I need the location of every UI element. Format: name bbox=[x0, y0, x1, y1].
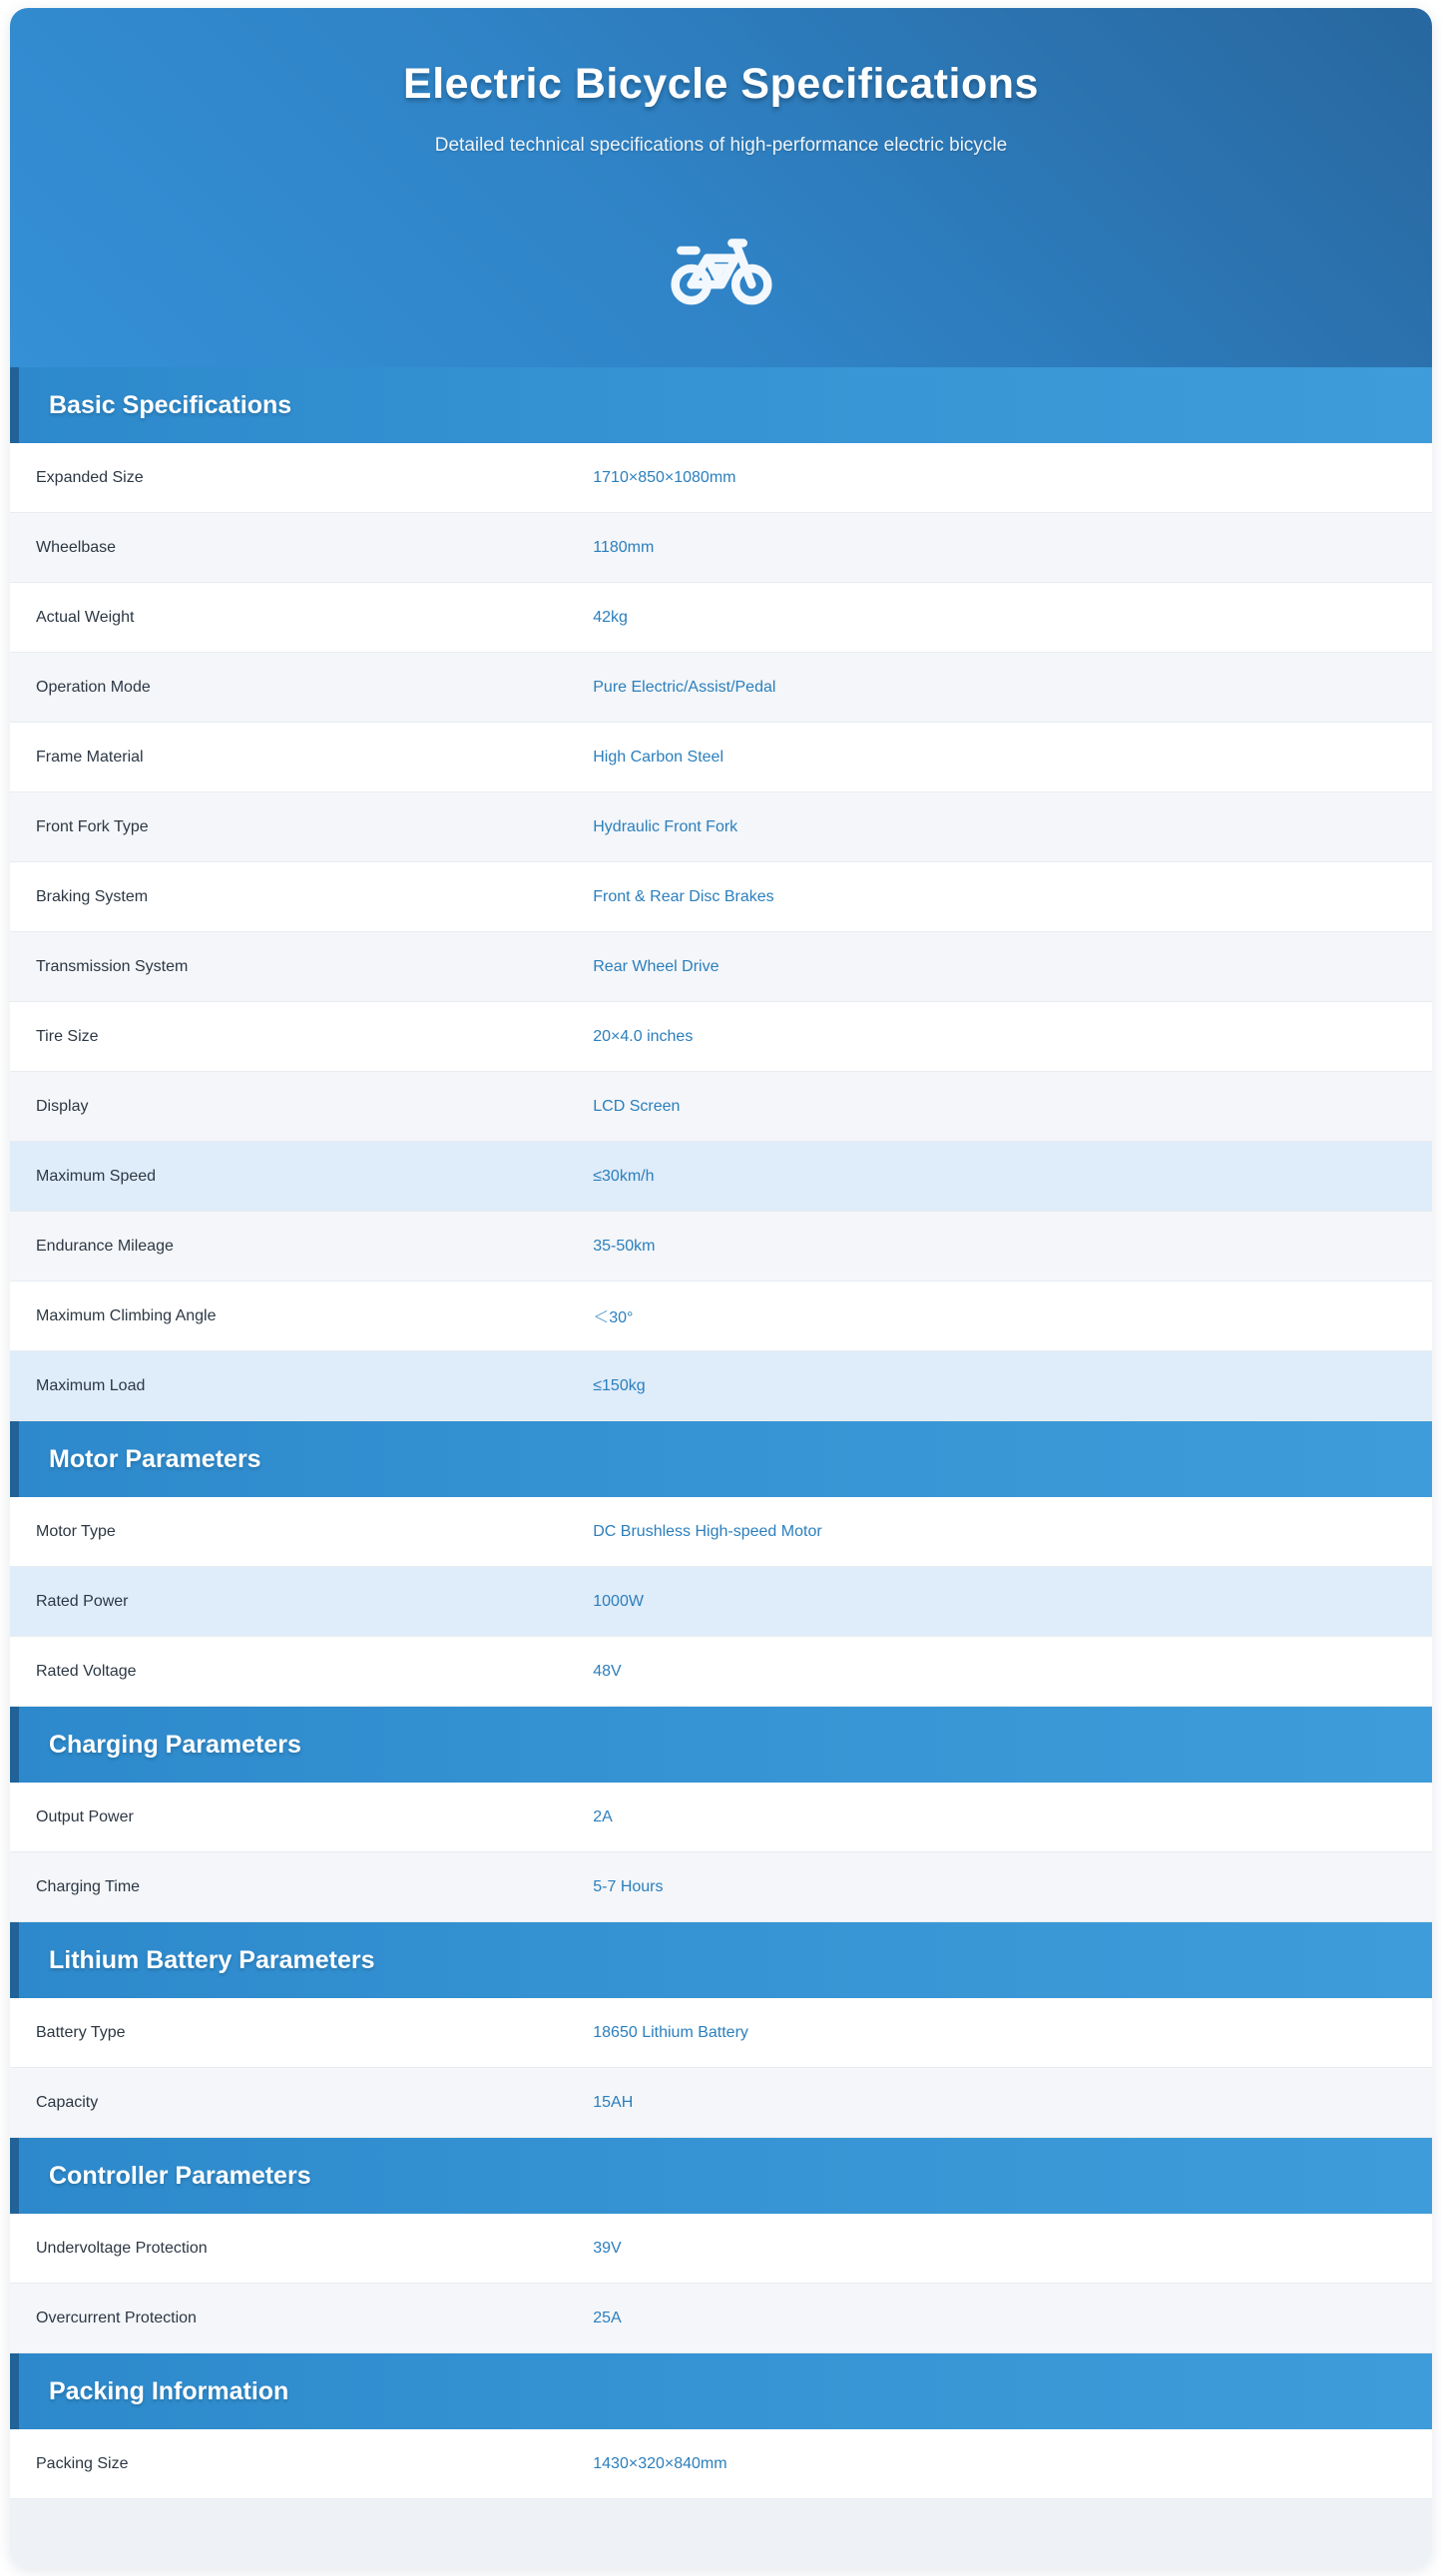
spec-value: Rear Wheel Drive bbox=[593, 957, 720, 975]
spec-row bbox=[10, 443, 1432, 513]
section-header-packing-information: Packing Information bbox=[10, 2353, 1432, 2429]
page-title: Electric Bicycle Specifications bbox=[403, 60, 1039, 108]
spec-label: Maximum Load bbox=[36, 1376, 146, 1394]
spec-label: Capacity bbox=[36, 2093, 99, 2111]
section-rows bbox=[10, 1998, 1432, 2138]
spec-label: Transmission System bbox=[36, 957, 189, 975]
spec-label: Expanded Size bbox=[36, 468, 144, 486]
spec-label: Rated Power bbox=[36, 1592, 129, 1610]
bicycle-icon bbox=[670, 230, 773, 307]
spec-label: Frame Material bbox=[36, 748, 144, 766]
spec-row bbox=[10, 1002, 1432, 1072]
spec-label: Display bbox=[36, 1097, 89, 1115]
spec-value: 1430×320×840mm bbox=[593, 2454, 727, 2472]
spec-value: Pure Electric/Assist/Pedal bbox=[593, 678, 776, 696]
section-header-motor-parameters: Motor Parameters bbox=[10, 1421, 1432, 1497]
spec-value: ≤30km/h bbox=[593, 1167, 655, 1185]
spec-row bbox=[10, 1282, 1432, 1351]
spec-label: Braking System bbox=[36, 887, 149, 905]
spec-row bbox=[10, 932, 1432, 1002]
spec-section bbox=[10, 367, 1432, 1421]
spec-label: Motor Type bbox=[36, 1522, 116, 1540]
section-header-basic-specifications: Basic Specifications bbox=[10, 367, 1432, 443]
spec-row bbox=[10, 862, 1432, 932]
spec-section bbox=[10, 1922, 1432, 2138]
spec-value: 18650 Lithium Battery bbox=[593, 2023, 748, 2041]
hero-icon-wrap bbox=[10, 230, 1432, 312]
spec-value: ＜30° bbox=[593, 1309, 634, 1326]
spec-row bbox=[10, 1212, 1432, 1282]
spec-value: Hydraulic Front Fork bbox=[593, 817, 738, 835]
section-rows bbox=[10, 1783, 1432, 1922]
spec-sheet-card bbox=[10, 8, 1432, 2568]
spec-section bbox=[10, 1421, 1432, 1707]
spec-label: Tire Size bbox=[36, 1027, 99, 1045]
spec-section bbox=[10, 2353, 1432, 2499]
spec-table bbox=[10, 367, 1432, 2499]
spec-row bbox=[10, 2068, 1432, 2138]
spec-value: 5-7 Hours bbox=[593, 1877, 664, 1895]
spec-value: High Carbon Steel bbox=[593, 748, 723, 766]
spec-label: Overcurrent Protection bbox=[36, 2309, 197, 2326]
spec-row bbox=[10, 1351, 1432, 1421]
spec-row bbox=[10, 2429, 1432, 2499]
spec-row bbox=[10, 2284, 1432, 2353]
spec-row bbox=[10, 1998, 1432, 2068]
spec-row bbox=[10, 1567, 1432, 1637]
spec-label: Rated Voltage bbox=[36, 1662, 137, 1680]
section-rows bbox=[10, 443, 1432, 1421]
spec-label: Front Fork Type bbox=[36, 817, 149, 835]
spec-row bbox=[10, 1637, 1432, 1707]
page-subtitle: Detailed technical specifications of high-performance electric bicycle bbox=[434, 135, 1008, 156]
spec-label: Charging Time bbox=[36, 1877, 141, 1895]
spec-label: Wheelbase bbox=[36, 538, 117, 556]
spec-value: 42kg bbox=[593, 608, 628, 626]
spec-label: Maximum Speed bbox=[36, 1167, 157, 1185]
spec-row bbox=[10, 792, 1432, 862]
spec-label: Output Power bbox=[36, 1807, 134, 1825]
spec-section bbox=[10, 1707, 1432, 1922]
spec-label: Endurance Mileage bbox=[36, 1237, 174, 1255]
footer-strip bbox=[10, 2499, 1432, 2568]
hero-banner bbox=[10, 8, 1432, 367]
spec-row bbox=[10, 1497, 1432, 1567]
spec-row bbox=[10, 1072, 1432, 1142]
spec-value: 48V bbox=[593, 1662, 622, 1680]
spec-value: 1180mm bbox=[593, 538, 655, 556]
section-header-charging-parameters: Charging Parameters bbox=[10, 1707, 1432, 1783]
spec-row bbox=[10, 653, 1432, 723]
spec-row bbox=[10, 513, 1432, 583]
spec-value: 2A bbox=[593, 1807, 613, 1825]
spec-value: 39V bbox=[593, 2239, 622, 2257]
spec-row bbox=[10, 1142, 1432, 1212]
spec-row bbox=[10, 1783, 1432, 1852]
spec-row bbox=[10, 1852, 1432, 1922]
section-header-controller-parameters: Controller Parameters bbox=[10, 2138, 1432, 2214]
section-rows bbox=[10, 2429, 1432, 2499]
section-rows bbox=[10, 2214, 1432, 2353]
spec-value: 35-50km bbox=[593, 1237, 656, 1255]
spec-row bbox=[10, 723, 1432, 792]
spec-label: Operation Mode bbox=[36, 678, 151, 696]
spec-value: 25A bbox=[593, 2309, 622, 2326]
spec-label: Undervoltage Protection bbox=[36, 2239, 208, 2257]
spec-value: DC Brushless High-speed Motor bbox=[593, 1522, 822, 1540]
section-header-lithium-battery-parameters: Lithium Battery Parameters bbox=[10, 1922, 1432, 1998]
spec-label: Packing Size bbox=[36, 2454, 129, 2472]
spec-label: Actual Weight bbox=[36, 608, 135, 626]
spec-section bbox=[10, 2138, 1432, 2353]
spec-value: Front & Rear Disc Brakes bbox=[593, 887, 774, 905]
section-rows bbox=[10, 1497, 1432, 1707]
spec-row bbox=[10, 2214, 1432, 2284]
spec-label: Maximum Climbing Angle bbox=[36, 1306, 217, 1324]
spec-value: 15AH bbox=[593, 2093, 634, 2111]
spec-row bbox=[10, 583, 1432, 653]
spec-value: 20×4.0 inches bbox=[593, 1027, 694, 1045]
spec-value: ≤150kg bbox=[593, 1376, 646, 1394]
spec-label: Battery Type bbox=[36, 2023, 126, 2041]
spec-value: 1710×850×1080mm bbox=[593, 468, 736, 486]
spec-value: 1000W bbox=[593, 1592, 644, 1610]
spec-value: LCD Screen bbox=[593, 1097, 681, 1115]
